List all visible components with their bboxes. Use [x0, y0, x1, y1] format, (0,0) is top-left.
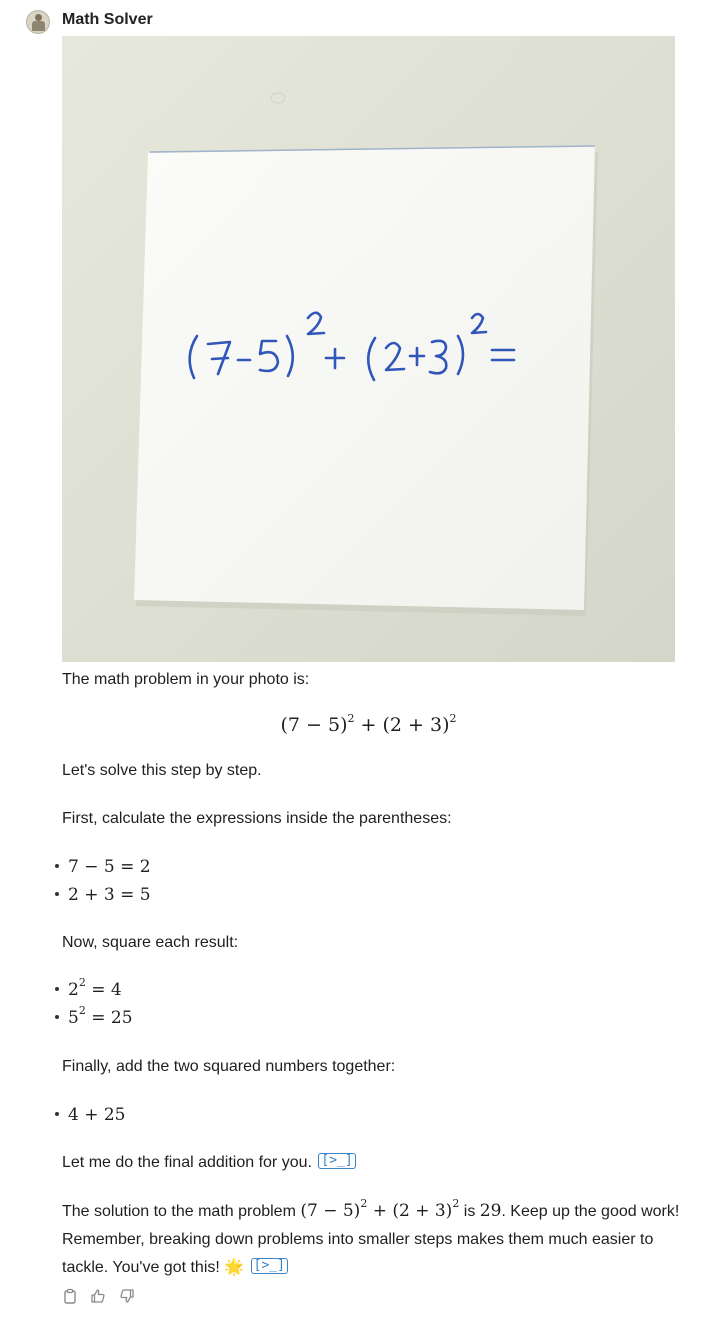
uploaded-photo[interactable] [62, 36, 675, 662]
message-actions [62, 1288, 143, 1308]
code-interpreter-icon[interactable]: [>_] [251, 1258, 288, 1274]
bot-avatar [26, 10, 50, 34]
list-item: 7 − 5 = 2 [68, 857, 151, 877]
list-item: 4 + 25 [68, 1105, 126, 1125]
thumbs-down-icon[interactable] [119, 1288, 135, 1304]
first-step-text: First, calculate the expressions inside the parentheses: [62, 810, 452, 827]
bot-name: Math Solver [62, 11, 153, 28]
statue-avatar-icon [35, 14, 42, 21]
finally-step-text: Finally, add the two squared numbers together: [62, 1058, 396, 1075]
list-item: $5^2 = 25$ [68, 1004, 133, 1028]
solution-text: The solution to the math problem $(7 - 5)^2 + (2 + 3)^2$ is 29. Keep up the good work! Remember, breaking down problems into smaller steps makes them much easier to tackle. You've got this! 🌟 [>_] [62, 1197, 680, 1276]
sticky-note-drawing [62, 36, 675, 662]
step-intro-text: Let's solve this step by step. [62, 762, 262, 779]
thumbs-up-icon[interactable] [90, 1288, 106, 1304]
final-addition-text: Let me do the final addition for you. [>_] [62, 1149, 686, 1177]
display-equation: $(7 - 5)^2 + (2 + 3)^2$ [280, 711, 457, 736]
square-step-text: Now, square each result: [62, 934, 239, 951]
intro-text: The math problem in your photo is: [62, 671, 310, 688]
list-item: $2^2 = 4$ [68, 976, 122, 1000]
copy-icon[interactable] [62, 1288, 78, 1304]
list-item: 2 + 3 = 5 [68, 885, 151, 905]
code-interpreter-icon[interactable]: [>_] [318, 1153, 355, 1169]
